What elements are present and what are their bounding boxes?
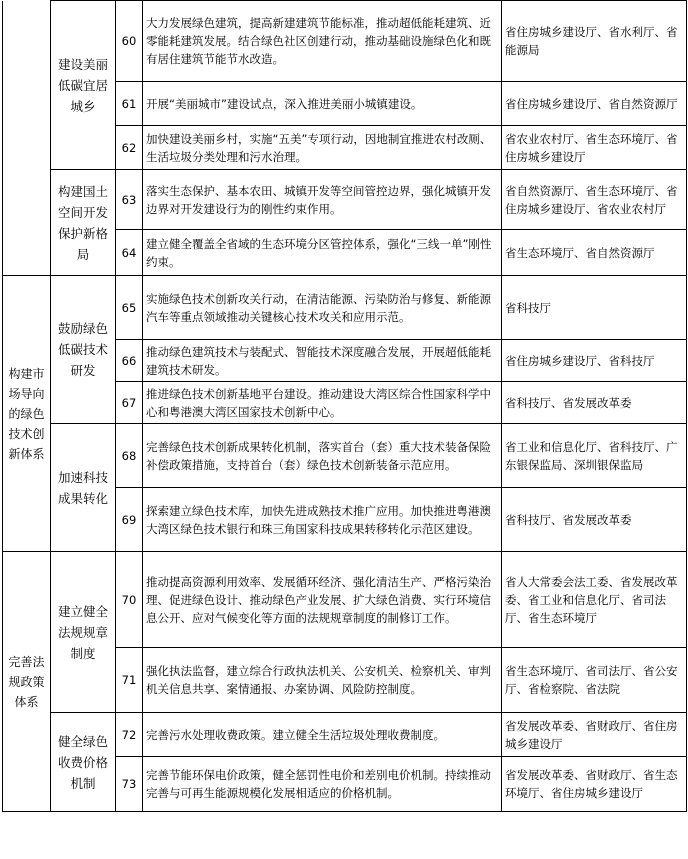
- table-row: [3, 552, 687, 648]
- table-row: [3, 170, 687, 230]
- row-number-cell: 63: [116, 170, 143, 230]
- row-number-cell: 64: [116, 230, 143, 276]
- category-cell: 完善法规政策体系: [3, 552, 51, 812]
- department-cell: 省住房城乡建设厅、省自然资源厅: [502, 82, 687, 126]
- row-number-cell: 66: [116, 340, 143, 382]
- row-number-cell: 62: [116, 126, 143, 170]
- department-cell: 省科技厅: [502, 276, 687, 340]
- table-row: [3, 1, 687, 82]
- task-cell: 完善绿色技术创新成果转化机制，落实首台（套）重大技术装备保险补偿政策措施，支持首台（套）绿色技术创新装备示范应用。: [143, 424, 502, 488]
- department-cell: 省工业和信息化厅、省科技厅、广东银保监局、深圳银保监局: [502, 424, 687, 488]
- row-number-cell: 60: [116, 1, 143, 82]
- task-cell: 推进绿色技术创新基地平台建设。推动建设大湾区综合性国家科学中心和粤港澳大湾区国家技术创新中心。: [143, 382, 502, 424]
- subcategory-cell: 加速科技成果转化: [51, 424, 116, 552]
- category-cell: 构建市场导向的绿色技术创新体系: [3, 276, 51, 552]
- department-cell: 省农业农村厅、省生态环境厅、省住房城乡建设厅: [502, 126, 687, 170]
- row-number-cell: 71: [116, 648, 143, 713]
- table-row: [3, 424, 687, 488]
- task-cell: 实施绿色技术创新攻关行动，在清洁能源、污染防治与修复、新能源汽车等重点领域推动关键核心技术攻关和应用示范。: [143, 276, 502, 340]
- department-cell: 省自然资源厅、省生态环境厅、省住房城乡建设厅、省农业农村厅: [502, 170, 687, 230]
- table-row: [3, 713, 687, 757]
- row-number-cell: 65: [116, 276, 143, 340]
- department-cell: 省科技厅、省发展改革委: [502, 382, 687, 424]
- task-cell: 完善污水处理收费政策。建立健全生活垃圾处理收费制度。: [143, 713, 502, 757]
- row-number-cell: 73: [116, 757, 143, 812]
- task-cell: 加快建设美丽乡村，实施“五美”专项行动，因地制宜推进农村改厕、生活垃圾分类处理和污水治理。: [143, 126, 502, 170]
- department-cell: 省住房城乡建设厅、省水利厅、省能源局: [502, 1, 687, 82]
- task-cell: 推动提高资源利用效率、发展循环经济、强化清洁生产、严格污染治理、促进绿色设计、推动绿色产业发展、扩大绿色消费、实行环境信息公开、应对气候变化等方面的法规规章制度的制修订工作。: [143, 552, 502, 648]
- task-cell: 开展“美丽城市”建设试点，深入推进美丽小城镇建设。: [143, 82, 502, 126]
- subcategory-cell: 鼓励绿色低碳技术研发: [51, 276, 116, 424]
- subcategory-cell: 健全绿色收费价格机制: [51, 713, 116, 812]
- task-cell: 落实生态保护、基本农田、城镇开发等空间管控边界，强化城镇开发边界对开发建设行为的刚性约束作用。: [143, 170, 502, 230]
- department-cell: 省科技厅、省发展改革委: [502, 488, 687, 552]
- task-cell: 探索建立绿色技术库，加快先进成熟技术推广应用。加快推进粤港澳大湾区绿色技术银行和珠三角国家科技成果转移转化示范区建设。: [143, 488, 502, 552]
- task-cell: 完善节能环保电价政策，健全惩罚性电价和差别电价机制。持续推动完善与可再生能源规模化发展相适应的价格机制。: [143, 757, 502, 812]
- task-cell: 推动绿色建筑技术与装配式、智能技术深度融合发展，开展超低能耗建筑技术研发。: [143, 340, 502, 382]
- row-number-cell: 72: [116, 713, 143, 757]
- subcategory-cell: 构建国土空间开发保护新格局: [51, 170, 116, 276]
- row-number-cell: 68: [116, 424, 143, 488]
- row-number-cell: 69: [116, 488, 143, 552]
- subcategory-cell: 建设美丽低碳宜居城乡: [51, 1, 116, 170]
- task-cell: 强化执法监督，建立综合行政执法机关、公安机关、检察机关、审判机关信息共享、案情通报、办案协调、风险防控制度。: [143, 648, 502, 713]
- table-row: [3, 276, 687, 340]
- row-number-cell: 61: [116, 82, 143, 126]
- subcategory-cell: 建立健全法规规章制度: [51, 552, 116, 713]
- category-cell: [3, 1, 51, 276]
- task-cell: 建立健全覆盖全省域的生态环境分区管控体系，强化“三线一单”刚性约束。: [143, 230, 502, 276]
- department-cell: 省生态环境厅、省自然资源厅: [502, 230, 687, 276]
- department-cell: 省生态环境厅、省司法厅、省公安厅、省检察院、省法院: [502, 648, 687, 713]
- department-cell: 省人大常委会法工委、省发展改革委、省工业和信息化厅、省司法厅、省生态环境厅: [502, 552, 687, 648]
- department-cell: 省住房城乡建设厅、省科技厅: [502, 340, 687, 382]
- task-table: [2, 0, 687, 812]
- row-number-cell: 70: [116, 552, 143, 648]
- department-cell: 省发展改革委、省财政厅、省生态环境厅、省住房城乡建设厅: [502, 757, 687, 812]
- task-cell: 大力发展绿色建筑，提高新建建筑节能标准，推动超低能耗建筑、近零能耗建筑发展。结合绿色社区创建行动，推动基础设施绿色化和既有居住建筑节能节水改造。: [143, 1, 502, 82]
- row-number-cell: 67: [116, 382, 143, 424]
- department-cell: 省发展改革委、省财政厅、省住房城乡建设厅: [502, 713, 687, 757]
